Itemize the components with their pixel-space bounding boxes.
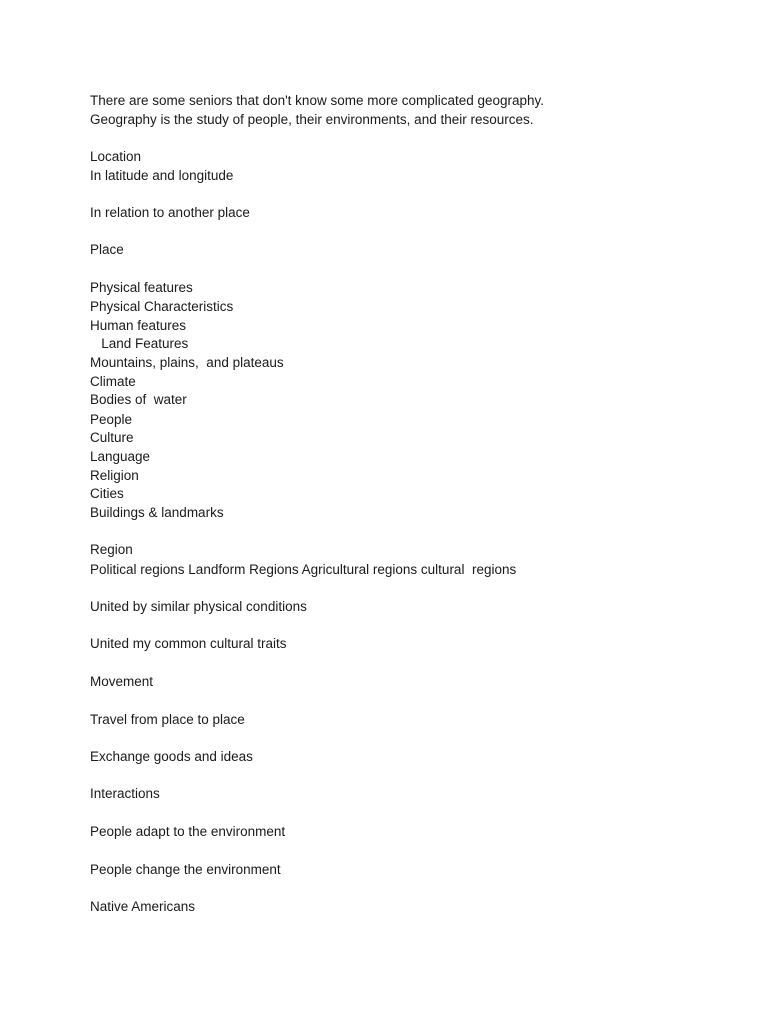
text-line: People xyxy=(90,412,133,427)
text-line: Climate xyxy=(90,374,136,389)
text-line: United my common cultural traits xyxy=(90,636,287,651)
text-line: United by similar physical conditions xyxy=(90,599,307,614)
text-line: Mountains, plains, and plateaus xyxy=(90,355,284,370)
text-line: Language xyxy=(90,449,151,464)
heading-location: Location xyxy=(90,149,142,164)
text-line: Political regions Landform Regions Agricultural regions cultural regions xyxy=(90,562,517,577)
heading-region: Region xyxy=(90,542,133,557)
text-line: In relation to another place xyxy=(90,205,250,220)
text-line: Travel from place to place xyxy=(90,712,245,727)
text-line: Native Americans xyxy=(90,899,196,914)
text-line: Bodies of water xyxy=(90,392,187,407)
text-line: Buildings & landmarks xyxy=(90,505,224,520)
text-line: Physical features xyxy=(90,280,193,295)
heading-interactions: Interactions xyxy=(90,786,160,801)
text-line: People adapt to the environment xyxy=(90,824,286,839)
text-line: Cities xyxy=(90,486,124,501)
text-line: Human features xyxy=(90,318,187,333)
intro-line: There are some seniors that don't know some more complicated geography. xyxy=(90,93,545,108)
text-line: Religion xyxy=(90,468,139,483)
heading-place: Place xyxy=(90,242,124,257)
text-line: Land Features xyxy=(90,336,189,351)
definition-line: Geography is the study of people, their environments, and their resources. xyxy=(90,112,534,127)
text-line: Culture xyxy=(90,430,134,445)
heading-movement: Movement xyxy=(90,674,154,689)
text-line: People change the environment xyxy=(90,862,281,877)
text-line: Physical Characteristics xyxy=(90,299,234,314)
text-line: In latitude and longitude xyxy=(90,168,234,183)
text-line: Exchange goods and ideas xyxy=(90,749,253,764)
